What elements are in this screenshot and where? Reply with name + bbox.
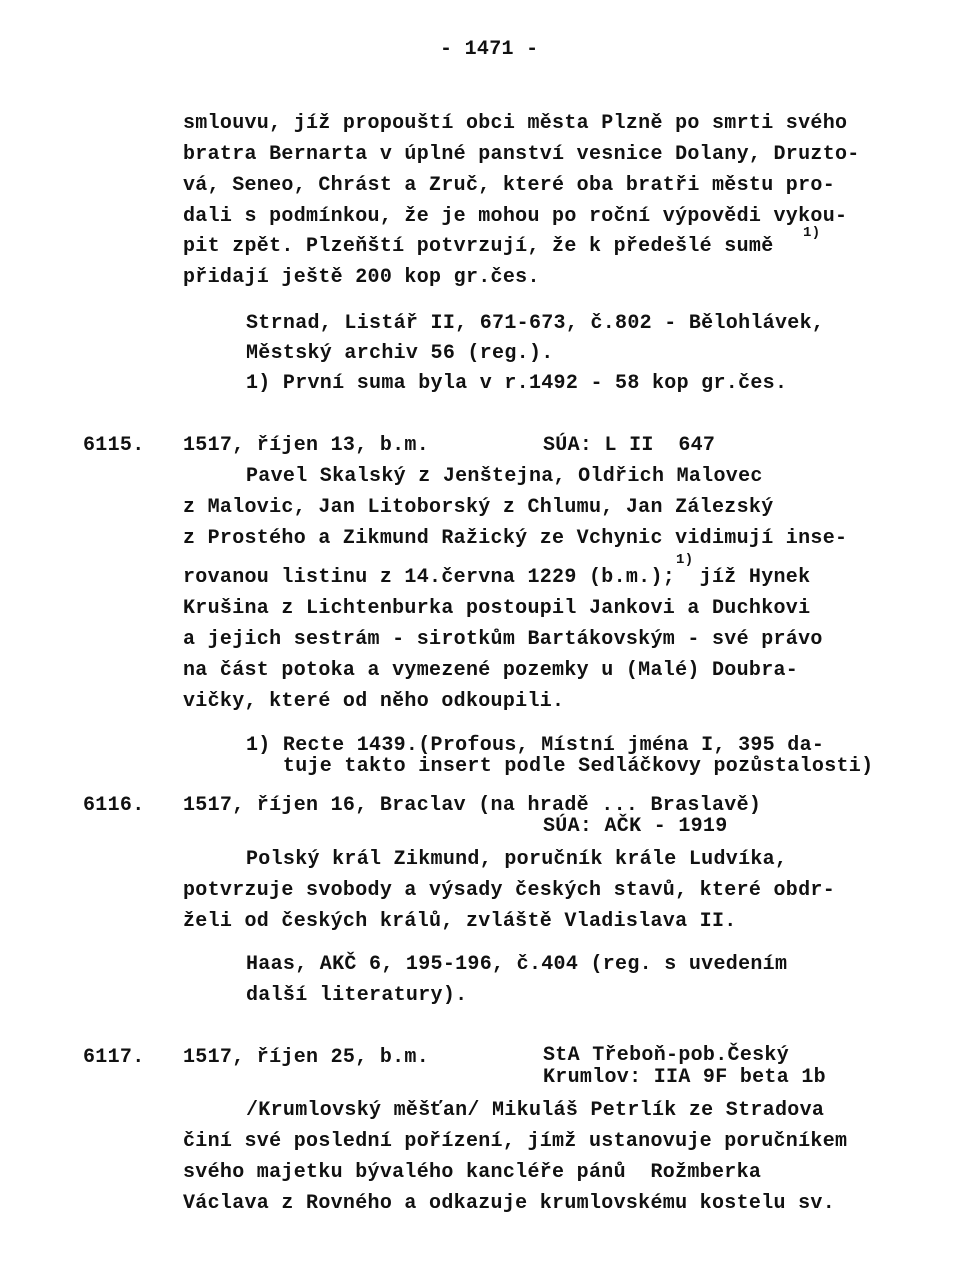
- footnote-mark: 1): [803, 225, 821, 241]
- entry-body-line: Václava z Rovného a odkazuje krumlovskému kostelu sv.: [183, 1192, 836, 1215]
- entry-number: 6117.: [83, 1046, 145, 1069]
- entry-archive-continued: Krumlov: IIA 9F beta 1b: [543, 1066, 826, 1089]
- intro-line: bratra Bernarta v úplné panství vesnice Dolany, Druzto-: [183, 143, 860, 166]
- intro-line: přidají ještě 200 kop gr.čes.: [183, 266, 540, 289]
- entry-body-line: vičky, které od něho odkoupili.: [183, 690, 565, 713]
- entry-body-line: činí své poslední pořízení, jímž ustanovuje poručníkem: [183, 1130, 848, 1153]
- entry-body-line: Polský král Zikmund, poručník krále Ludvíka,: [246, 848, 788, 871]
- entry-archive: SÚA: L II 647: [543, 434, 716, 457]
- entry-body-line: Krušina z Lichtenburka postoupil Jankovi a Duchkovi: [183, 597, 811, 620]
- page-number: - 1471 -: [440, 38, 539, 61]
- entry-body-line: z Prostého a Zikmund Ražický ze Vchynic vidimují inse-: [183, 527, 848, 550]
- intro-line: pit zpět. Plzeňští potvrzují, že k předešlé sumě: [183, 235, 774, 258]
- reference-line: Městský archiv 56 (reg.).: [246, 342, 554, 365]
- entry-body-line: z Malovic, Jan Litoborský z Chlumu, Jan Zálezský: [183, 496, 774, 519]
- entry-date: 1517, říjen 25, b.m.: [183, 1046, 430, 1069]
- entry-body-line: svého majetku bývalého kancléře pánů Rožmberka: [183, 1161, 762, 1184]
- entry-body-line: a jejich sestrám - sirotkům Bartákovským - své právo: [183, 628, 823, 651]
- entry-number: 6116.: [83, 794, 145, 817]
- intro-line: smlouvu, jíž propouští obci města Plzně po smrti svého: [183, 112, 848, 135]
- footnote-line: 1) Recte 1439.(Profous, Místní jména I, 395 da-: [246, 734, 825, 757]
- intro-line: vá, Seneo, Chrást a Zruč, které oba bratři městu pro-: [183, 174, 836, 197]
- footnote-line: 1) První suma byla v r.1492 - 58 kop gr.čes.: [246, 372, 788, 395]
- reference-line: další literatury).: [246, 984, 468, 1007]
- entry-body-line: potvrzuje svobody a výsady českých stavů, které obdr-: [183, 879, 836, 902]
- reference-line: Strnad, Listář II, 671-673, č.802 - Bělohlávek,: [246, 312, 825, 335]
- intro-line: dali s podmínkou, že je mohou po roční výpovědi vykou-: [183, 205, 848, 228]
- entry-body-line: /Krumlovský měšťan/ Mikuláš Petrlík ze Stradova: [246, 1099, 825, 1122]
- reference-line: Haas, AKČ 6, 195-196, č.404 (reg. s uvedením: [246, 953, 788, 976]
- footnote-mark: 1): [676, 552, 694, 568]
- footnote-line: tuje takto insert podle Sedláčkovy pozůstalosti): [246, 755, 874, 778]
- entry-archive: StA Třeboň-pob.Český: [543, 1044, 790, 1067]
- entry-body-line: Pavel Skalský z Jenštejna, Oldřich Malovec: [246, 465, 763, 488]
- entry-date: 1517, říjen 16, Braclav (na hradě ... Braslavě): [183, 794, 762, 817]
- entry-date: 1517, říjen 13, b.m.: [183, 434, 430, 457]
- entry-body-line: želi od českých králů, zvláště Vladislava II.: [183, 910, 737, 933]
- entry-body-line: na část potoka a vymezené pozemky u (Malé) Doubra-: [183, 659, 799, 682]
- entry-body-line: rovanou listinu z 14.června 1229 (b.m.); jíž Hynek: [183, 566, 811, 589]
- entry-archive: SÚA: AČK - 1919: [543, 815, 728, 838]
- entry-number: 6115.: [83, 434, 145, 457]
